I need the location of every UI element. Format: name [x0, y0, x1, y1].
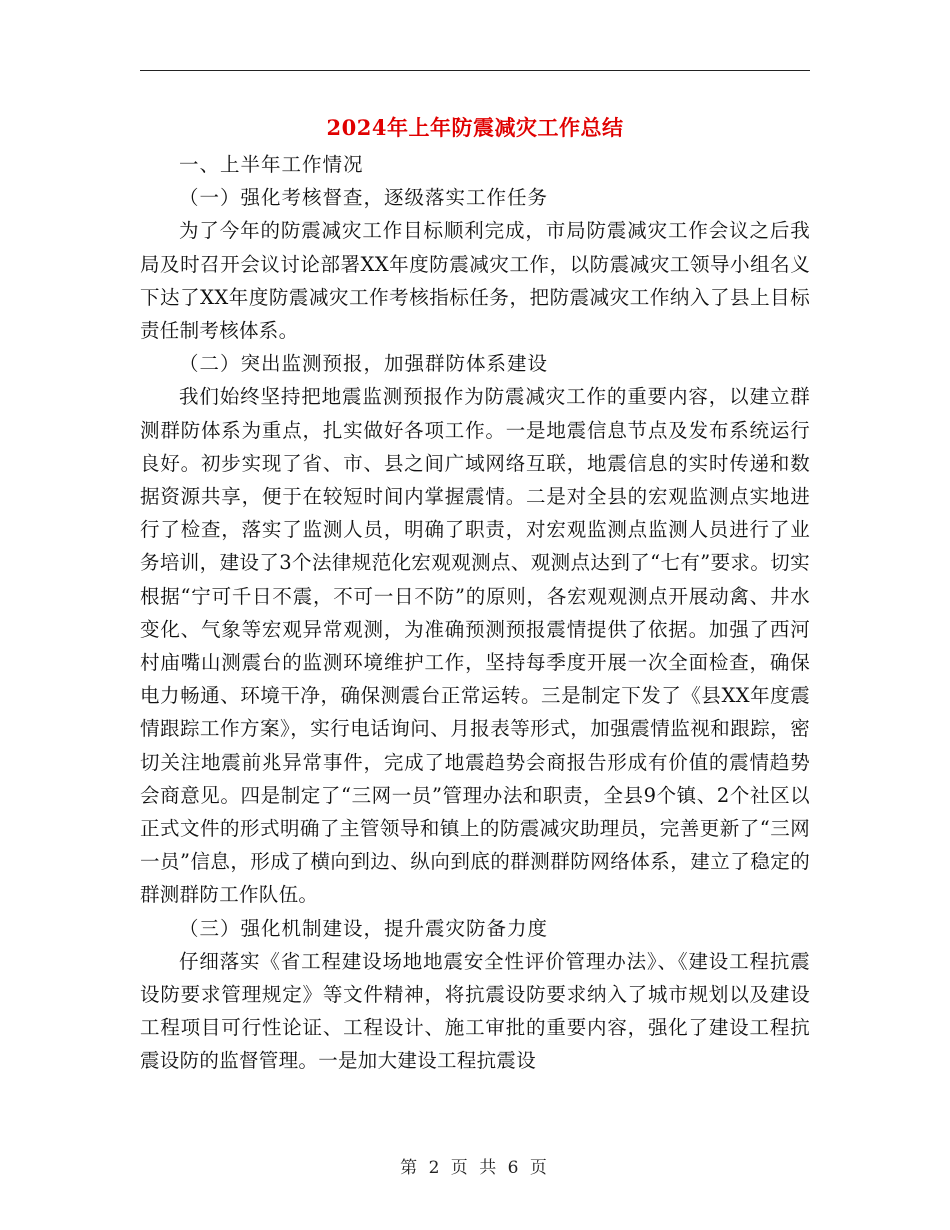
- subsection-heading-2: （二）突出监测预报，加强群防体系建设: [179, 352, 549, 376]
- paragraph-2: 我们始终坚持把地震监测预报作为防震减灾工作的重要内容，以建立群测群防体系为重点，扎实做好各项工作。一是地震信息节点及发布系统运行良好。初步实现了省、市、县之间广域网络互联，地震信息的实时传递和数据资源共享，便于在较短时间内掌握震情。二是对全县的宏观监测点实地进行了检查，落实了监测人员，明确了职责，对宏观监测点监测人员进行了业务培训，建设了3个法律规范化宏观观测点、观测点达到了“七有”要求。切实根据“宁可千日不震，不可一日不防”的原则，各宏观观测点开展动禽、井水变化、气象等宏观异常观测，为准确预测预报震情提供了依据。加强了西河村庙嘴山测震台的监测环境维护工作，坚持每季度开展一次全面检查，确保电力畅通、环境干净，确保测震台正常运转。三是制定下发了《县XX年度震情跟踪工作方案》，实行电话询问、月报表等形式，加强震情监视和跟踪，密切关注地震前兆异常事件，完成了地震趋势会商报告形成有价值的震情趋势会商意见。四是制定了“三网一员”管理办法和职责，全县9个镇、2个社区以正式文件的形式明确了主管领导和镇上的防震减灾助理员，完善更新了“三网一员”信息，形成了横向到边、纵向到底的群测群防网络体系，建立了稳定的群测群防工作队伍。: [140, 385, 810, 907]
- section-heading: 一、上半年工作情况: [179, 153, 364, 176]
- document-body: [140, 148, 810, 1078]
- paragraph-3: 仔细落实《省工程建设场地地震安全性评价管理办法》、《建设工程抗震设防要求管理规定》等文件精神，将抗震设防要求纳入了城市规划以及建设工程项目可行性论证、工程设计、施工审批的重要内容，强化了建设工程抗震设防的监督管理。一是加大建设工程抗震设: [140, 949, 810, 1073]
- subsection-heading-3: （三）强化机制建设，提升震灾防备力度: [179, 916, 549, 940]
- header-rule: [140, 70, 810, 71]
- paragraph-1: 为了今年的防震减灾工作目标顺利完成，市局防震减灾工作会议之后我局及时召开会议讨论部署XX年度防震减灾工作，以防震减灾工领导小组名义下达了XX年度防震减灾工作考核指标任务，把防震减灾工作纳入了县上目标责任制考核体系。: [140, 219, 810, 343]
- subsection-heading-1: （一）强化考核督查，逐级落实工作任务: [179, 186, 549, 210]
- page-number-footer: 第 2 页 共 6 页: [400, 1158, 550, 1178]
- document-title: 2024年上年防震减灾工作总结: [326, 115, 624, 140]
